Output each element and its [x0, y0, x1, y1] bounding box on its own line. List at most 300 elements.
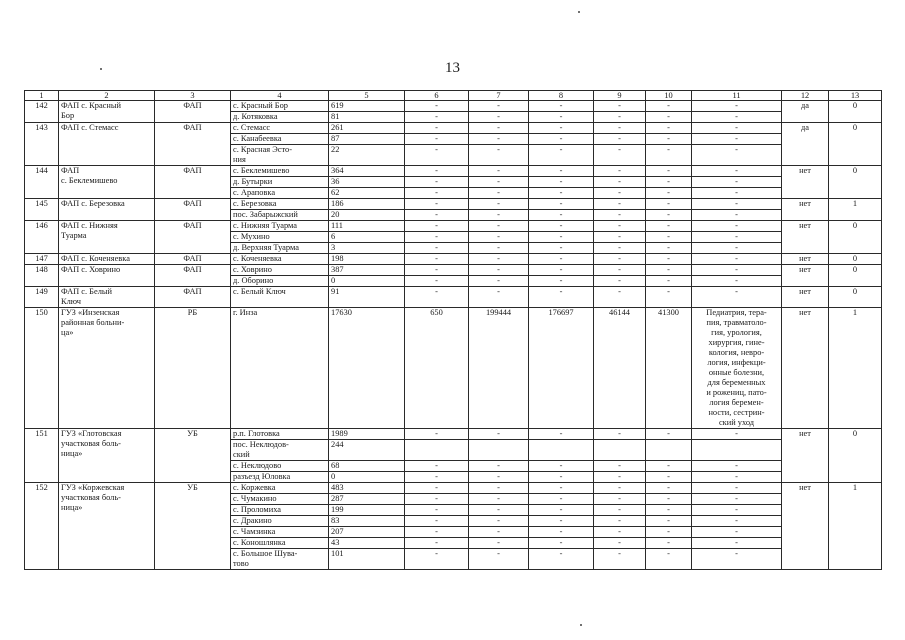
count-cell: 1 — [829, 199, 882, 221]
value-cell: - — [646, 287, 692, 308]
header-cell: 13 — [829, 91, 882, 101]
value-cell: - — [692, 166, 782, 177]
value-cell: - — [469, 276, 529, 287]
value-cell: - — [529, 483, 594, 494]
value-cell: - — [469, 232, 529, 243]
population-cell: 483 — [329, 483, 405, 494]
value-cell: - — [405, 177, 469, 188]
locality-cell: с. Белый Ключ — [231, 287, 329, 308]
count-cell: 0 — [829, 123, 882, 166]
value-cell: - — [594, 145, 646, 166]
value-cell: 650 — [405, 308, 469, 429]
value-cell: - — [469, 199, 529, 210]
value-cell: - — [646, 254, 692, 265]
population-cell: 0 — [329, 276, 405, 287]
value-cell: - — [469, 505, 529, 516]
population-cell: 81 — [329, 112, 405, 123]
locality-cell: с. Неклюдово — [231, 461, 329, 472]
value-cell: - — [529, 549, 594, 570]
table-row — [25, 123, 882, 134]
facility-type-cell: ФАП — [155, 199, 231, 221]
value-cell: - — [529, 254, 594, 265]
value-cell: - — [646, 177, 692, 188]
value-cell: - — [646, 494, 692, 505]
value-cell: - — [646, 199, 692, 210]
facility-type-cell: ФАП — [155, 221, 231, 254]
value-cell: - — [594, 505, 646, 516]
table-row — [25, 287, 882, 308]
value-cell: - — [405, 123, 469, 134]
population-cell: 43 — [329, 538, 405, 549]
value-cell: - — [594, 494, 646, 505]
value-cell: - — [594, 287, 646, 308]
value-cell: - — [529, 461, 594, 472]
value-cell: - — [405, 188, 469, 199]
value-cell: - — [594, 123, 646, 134]
value-cell: - — [529, 188, 594, 199]
table-row — [25, 101, 882, 112]
value-cell: - — [692, 101, 782, 112]
value-cell: - — [594, 199, 646, 210]
value-cell: - — [405, 527, 469, 538]
population-cell: 186 — [329, 199, 405, 210]
value-cell: - — [469, 254, 529, 265]
value-cell: - — [469, 134, 529, 145]
locality-cell: пос. Забарыжский — [231, 210, 329, 221]
value-cell: - — [405, 210, 469, 221]
value-cell: - — [469, 461, 529, 472]
locality-cell: с. Мухино — [231, 232, 329, 243]
value-cell: - — [692, 461, 782, 472]
row-number-cell: 143 — [25, 123, 59, 166]
value-cell: - — [594, 516, 646, 527]
value-cell: - — [529, 527, 594, 538]
value-cell: - — [405, 287, 469, 308]
value-cell: - — [646, 527, 692, 538]
row-number-cell: 144 — [25, 166, 59, 199]
value-cell: - — [469, 538, 529, 549]
value-cell — [692, 440, 782, 461]
value-cell — [469, 440, 529, 461]
value-cell: - — [646, 265, 692, 276]
value-cell: - — [594, 265, 646, 276]
value-cell: - — [594, 134, 646, 145]
value-cell — [405, 440, 469, 461]
value-cell: - — [692, 527, 782, 538]
population-cell: 387 — [329, 265, 405, 276]
table-row — [25, 254, 882, 265]
value-cell: - — [405, 221, 469, 232]
header-cell: 10 — [646, 91, 692, 101]
value-cell: - — [529, 276, 594, 287]
value-cell: - — [529, 429, 594, 440]
value-cell: - — [646, 112, 692, 123]
locality-cell: с. Беклемишево — [231, 166, 329, 177]
count-cell: 1 — [829, 483, 882, 570]
value-cell: - — [594, 527, 646, 538]
value-cell: - — [646, 188, 692, 199]
value-cell: - — [469, 177, 529, 188]
value-cell: - — [594, 177, 646, 188]
population-cell: 0 — [329, 472, 405, 483]
header-cell: 6 — [405, 91, 469, 101]
locality-cell: д. Оборино — [231, 276, 329, 287]
value-cell: - — [594, 483, 646, 494]
value-cell: - — [692, 429, 782, 440]
header-cell: 8 — [529, 91, 594, 101]
value-cell — [594, 440, 646, 461]
row-number-cell: 145 — [25, 199, 59, 221]
value-cell: - — [646, 483, 692, 494]
value-cell: - — [646, 276, 692, 287]
population-cell: 36 — [329, 177, 405, 188]
population-cell: 68 — [329, 461, 405, 472]
value-cell: - — [692, 232, 782, 243]
locality-cell: с. Красная Эсто- ния — [231, 145, 329, 166]
value-cell: - — [692, 549, 782, 570]
value-cell: - — [405, 145, 469, 166]
count-cell: 0 — [829, 101, 882, 123]
population-cell: 207 — [329, 527, 405, 538]
value-cell: - — [469, 429, 529, 440]
value-cell: - — [529, 101, 594, 112]
value-cell: - — [594, 232, 646, 243]
facility-name-cell: ФАП с. Беклемишево — [59, 166, 155, 199]
population-cell: 244 — [329, 440, 405, 461]
value-cell: - — [646, 166, 692, 177]
value-cell: - — [529, 243, 594, 254]
value-cell: - — [529, 112, 594, 123]
value-cell: - — [692, 177, 782, 188]
value-cell: - — [469, 243, 529, 254]
locality-cell: с. Красный Бор — [231, 101, 329, 112]
scan-speck — [580, 624, 582, 626]
population-cell: 6 — [329, 232, 405, 243]
value-cell: - — [594, 254, 646, 265]
flag-cell: нет — [782, 308, 829, 429]
value-cell: - — [469, 483, 529, 494]
table-row — [25, 308, 882, 429]
population-cell: 91 — [329, 287, 405, 308]
value-cell: - — [529, 494, 594, 505]
value-cell: - — [646, 210, 692, 221]
value-cell: - — [529, 177, 594, 188]
value-cell: - — [646, 429, 692, 440]
value-cell: 199444 — [469, 308, 529, 429]
value-cell: - — [405, 243, 469, 254]
value-cell: - — [405, 429, 469, 440]
table-row — [25, 199, 882, 210]
facilities-table — [24, 90, 882, 570]
value-cell: - — [692, 123, 782, 134]
facility-type-cell: ФАП — [155, 265, 231, 287]
population-cell: 62 — [329, 188, 405, 199]
value-cell: - — [692, 276, 782, 287]
facility-type-cell: УБ — [155, 429, 231, 483]
value-cell: - — [692, 199, 782, 210]
population-cell: 1989 — [329, 429, 405, 440]
value-cell: - — [594, 549, 646, 570]
flag-cell: нет — [782, 199, 829, 221]
value-cell: - — [646, 232, 692, 243]
flag-cell: да — [782, 123, 829, 166]
facility-name-cell: ФАП с. Красный Бор — [59, 101, 155, 123]
header-row — [25, 91, 882, 101]
population-cell: 199 — [329, 505, 405, 516]
value-cell: - — [405, 461, 469, 472]
value-cell: - — [646, 461, 692, 472]
value-cell: - — [692, 134, 782, 145]
scan-speck — [578, 11, 580, 13]
facility-name-cell: ФАП с. Белый Ключ — [59, 287, 155, 308]
facility-name-cell: ФАП с. Березовка — [59, 199, 155, 221]
population-cell: 111 — [329, 221, 405, 232]
value-cell: - — [692, 505, 782, 516]
value-cell: - — [594, 429, 646, 440]
value-cell: - — [469, 166, 529, 177]
value-cell: - — [469, 188, 529, 199]
population-cell: 101 — [329, 549, 405, 570]
value-cell: - — [594, 188, 646, 199]
value-cell: - — [469, 123, 529, 134]
value-cell: - — [529, 123, 594, 134]
value-cell: - — [469, 494, 529, 505]
flag-cell: нет — [782, 265, 829, 287]
table-row — [25, 483, 882, 494]
flag-cell: нет — [782, 254, 829, 265]
value-cell: - — [405, 472, 469, 483]
value-cell: - — [594, 166, 646, 177]
value-cell: - — [469, 210, 529, 221]
value-cell: - — [405, 265, 469, 276]
facility-type-cell: ФАП — [155, 254, 231, 265]
value-cell: - — [405, 494, 469, 505]
count-cell: 0 — [829, 287, 882, 308]
value-cell: - — [405, 166, 469, 177]
value-cell: - — [405, 232, 469, 243]
flag-cell: нет — [782, 483, 829, 570]
value-cell: - — [594, 101, 646, 112]
value-cell: - — [469, 221, 529, 232]
value-cell: - — [646, 134, 692, 145]
count-cell: 0 — [829, 166, 882, 199]
locality-cell: г. Инза — [231, 308, 329, 429]
value-cell: - — [692, 538, 782, 549]
population-cell: 83 — [329, 516, 405, 527]
value-cell: - — [405, 134, 469, 145]
population-cell: 287 — [329, 494, 405, 505]
population-cell: 17630 — [329, 308, 405, 429]
value-cell: - — [692, 472, 782, 483]
locality-cell: с. Коржевка — [231, 483, 329, 494]
value-cell: - — [692, 516, 782, 527]
value-cell: - — [405, 483, 469, 494]
value-cell: - — [529, 145, 594, 166]
value-cell: - — [405, 505, 469, 516]
value-cell: - — [692, 243, 782, 254]
population-cell: 22 — [329, 145, 405, 166]
value-cell: - — [469, 516, 529, 527]
value-cell: - — [692, 145, 782, 166]
locality-cell: с. Коченяевка — [231, 254, 329, 265]
row-number-cell: 151 — [25, 429, 59, 483]
value-cell: 46144 — [594, 308, 646, 429]
value-cell: - — [646, 123, 692, 134]
flag-cell: да — [782, 101, 829, 123]
locality-cell: пос. Неклюдов- ский — [231, 440, 329, 461]
header-cell: 9 — [594, 91, 646, 101]
header-cell: 5 — [329, 91, 405, 101]
value-cell: - — [692, 494, 782, 505]
value-cell: 41300 — [646, 308, 692, 429]
flag-cell: нет — [782, 166, 829, 199]
value-cell: - — [594, 221, 646, 232]
value-cell: - — [529, 166, 594, 177]
value-cell: - — [529, 232, 594, 243]
locality-cell: разъезд Юловка — [231, 472, 329, 483]
value-cell: - — [469, 527, 529, 538]
value-cell: - — [692, 221, 782, 232]
value-cell: - — [594, 276, 646, 287]
value-cell: - — [646, 549, 692, 570]
value-cell: - — [692, 483, 782, 494]
value-cell: - — [529, 505, 594, 516]
locality-cell: с. Чумакино — [231, 494, 329, 505]
population-cell: 261 — [329, 123, 405, 134]
table-row — [25, 166, 882, 177]
value-cell: - — [646, 472, 692, 483]
locality-cell: с. Коношлянка — [231, 538, 329, 549]
locality-cell: с. Араповка — [231, 188, 329, 199]
value-cell: - — [529, 134, 594, 145]
value-cell: - — [692, 188, 782, 199]
count-cell: 0 — [829, 254, 882, 265]
value-cell: - — [594, 461, 646, 472]
facility-type-cell: ФАП — [155, 101, 231, 123]
locality-cell: с. Канабеевка — [231, 134, 329, 145]
facility-name-cell: ГУЗ «Инзенская районная больни- ца» — [59, 308, 155, 429]
locality-cell: с. Березовка — [231, 199, 329, 210]
header-cell: 7 — [469, 91, 529, 101]
value-cell: - — [594, 472, 646, 483]
value-cell: - — [469, 287, 529, 308]
value-cell: - — [469, 101, 529, 112]
value-cell: - — [646, 101, 692, 112]
value-cell: - — [405, 538, 469, 549]
row-number-cell: 142 — [25, 101, 59, 123]
value-cell: - — [529, 472, 594, 483]
population-cell: 3 — [329, 243, 405, 254]
value-cell: - — [529, 199, 594, 210]
value-cell: - — [646, 145, 692, 166]
table-row — [25, 429, 882, 440]
value-cell: 176697 — [529, 308, 594, 429]
locality-cell: д. Бутырки — [231, 177, 329, 188]
facility-name-cell: ФАП с. Ховрино — [59, 265, 155, 287]
value-cell: - — [646, 516, 692, 527]
value-cell: - — [529, 516, 594, 527]
locality-cell: с. Дракино — [231, 516, 329, 527]
header-cell: 11 — [692, 91, 782, 101]
locality-cell: р.п. Глотовка — [231, 429, 329, 440]
value-cell — [646, 440, 692, 461]
row-number-cell: 147 — [25, 254, 59, 265]
header-cell: 3 — [155, 91, 231, 101]
population-cell: 364 — [329, 166, 405, 177]
header-cell: 2 — [59, 91, 155, 101]
value-cell: - — [646, 505, 692, 516]
locality-cell: с. Проломиха — [231, 505, 329, 516]
value-cell — [529, 440, 594, 461]
value-cell: - — [529, 210, 594, 221]
value-cell: - — [594, 112, 646, 123]
flag-cell: нет — [782, 221, 829, 254]
facility-name-cell: ФАП с. Нижняя Туарма — [59, 221, 155, 254]
population-cell: 20 — [329, 210, 405, 221]
facility-name-cell: ФАП с. Коченяевка — [59, 254, 155, 265]
value-cell: - — [469, 549, 529, 570]
scan-speck — [100, 68, 102, 70]
value-cell: - — [646, 538, 692, 549]
row-number-cell: 149 — [25, 287, 59, 308]
value-cell: - — [529, 221, 594, 232]
facility-name-cell: ФАП с. Стемасс — [59, 123, 155, 166]
count-cell: 1 — [829, 308, 882, 429]
locality-cell: с. Чамзинка — [231, 527, 329, 538]
facility-type-cell: ФАП — [155, 166, 231, 199]
locality-cell: с. Большое Шува- тово — [231, 549, 329, 570]
value-cell: - — [405, 254, 469, 265]
value-cell: - — [594, 243, 646, 254]
facility-type-cell: ФАП — [155, 123, 231, 166]
value-cell: - — [594, 538, 646, 549]
count-cell: 0 — [829, 265, 882, 287]
count-cell: 0 — [829, 221, 882, 254]
row-number-cell: 152 — [25, 483, 59, 570]
population-cell: 87 — [329, 134, 405, 145]
flag-cell: нет — [782, 429, 829, 483]
value-cell: - — [692, 210, 782, 221]
locality-cell: д. Верхняя Туарма — [231, 243, 329, 254]
value-cell: - — [405, 516, 469, 527]
facility-name-cell: ГУЗ «Коржевская участковая боль- ница» — [59, 483, 155, 570]
value-cell: - — [469, 145, 529, 166]
facility-type-cell: РБ — [155, 308, 231, 429]
value-cell: - — [692, 254, 782, 265]
header-cell: 12 — [782, 91, 829, 101]
count-cell: 0 — [829, 429, 882, 483]
value-cell: - — [405, 112, 469, 123]
page-number: 13 — [445, 60, 460, 76]
row-number-cell: 148 — [25, 265, 59, 287]
value-cell: - — [469, 472, 529, 483]
value-cell: - — [529, 287, 594, 308]
facility-name-cell: ГУЗ «Глотовская участковая боль- ница» — [59, 429, 155, 483]
value-cell: - — [405, 101, 469, 112]
facility-type-cell: ФАП — [155, 287, 231, 308]
value-cell: - — [529, 538, 594, 549]
value-cell: - — [692, 112, 782, 123]
locality-cell: с. Ховрино — [231, 265, 329, 276]
locality-cell: с. Стемасс — [231, 123, 329, 134]
value-cell: - — [529, 265, 594, 276]
locality-cell: д. Котяковка — [231, 112, 329, 123]
table-row — [25, 221, 882, 232]
header-cell: 4 — [231, 91, 329, 101]
row-number-cell: 146 — [25, 221, 59, 254]
value-cell: - — [405, 549, 469, 570]
table-row — [25, 265, 882, 276]
